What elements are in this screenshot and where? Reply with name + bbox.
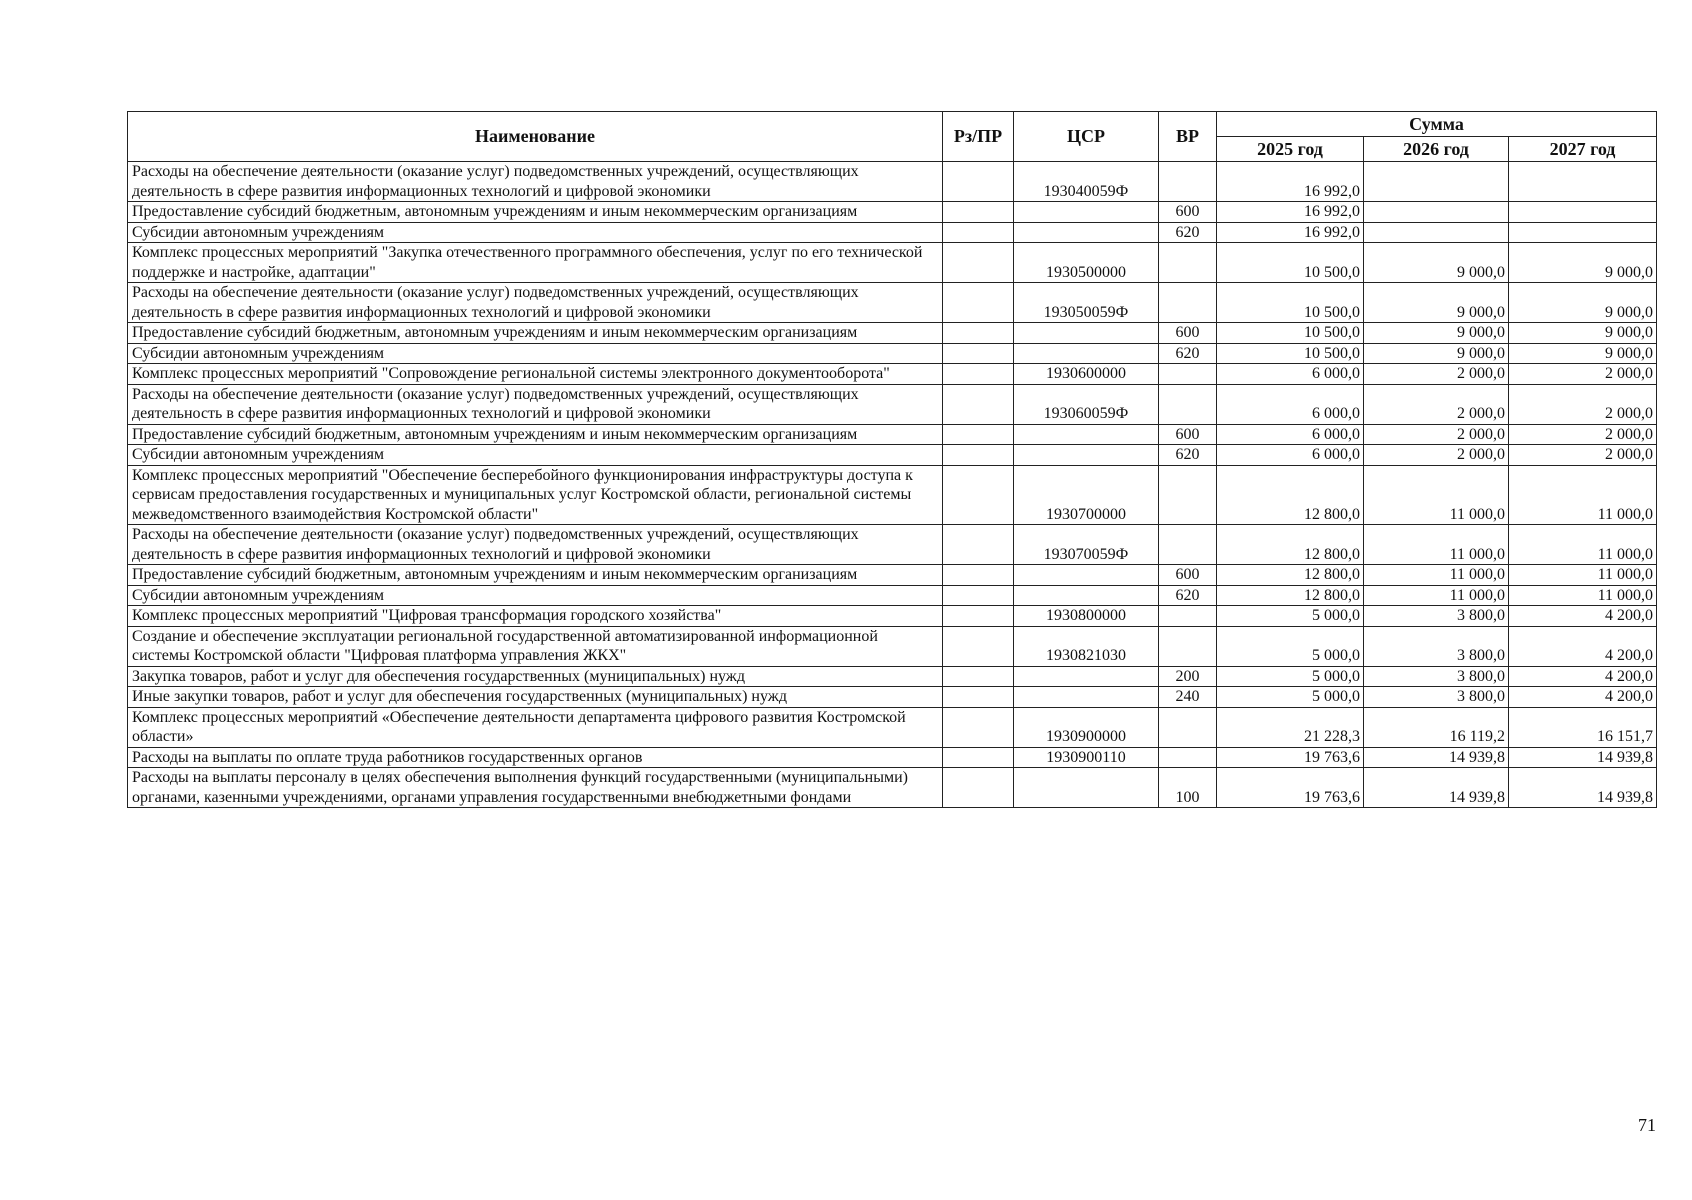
row-value-2026: 9 000,0 (1364, 323, 1509, 344)
row-value-2027: 11 000,0 (1509, 565, 1657, 586)
row-rzpr (943, 343, 1014, 364)
row-value-2026: 2 000,0 (1364, 384, 1509, 424)
row-vr (1159, 525, 1217, 565)
row-rzpr (943, 606, 1014, 627)
row-value-2025: 12 800,0 (1217, 525, 1364, 565)
header-year-2027: 2027 год (1509, 137, 1657, 162)
row-value-2026: 2 000,0 (1364, 424, 1509, 445)
row-value-2027: 16 151,7 (1509, 707, 1657, 747)
row-value-2027: 4 200,0 (1509, 626, 1657, 666)
row-vr (1159, 465, 1217, 525)
row-value-2026: 9 000,0 (1364, 243, 1509, 283)
row-value-2027: 14 939,8 (1509, 768, 1657, 808)
table-row (128, 445, 1657, 466)
row-value-2026: 9 000,0 (1364, 343, 1509, 364)
header-rzpr: Рз/ПР (943, 112, 1014, 162)
header-year-2025: 2025 год (1217, 137, 1364, 162)
row-vr (1159, 747, 1217, 768)
row-value-2026: 11 000,0 (1364, 585, 1509, 606)
row-value-2026: 11 000,0 (1364, 465, 1509, 525)
row-value-2025: 12 800,0 (1217, 465, 1364, 525)
row-name: Комплекс процессных мероприятий «Обеспечение деятельности департамента цифрового развития Костромской области» (128, 707, 943, 747)
table-row (128, 565, 1657, 586)
row-vr: 620 (1159, 343, 1217, 364)
row-value-2026: 16 119,2 (1364, 707, 1509, 747)
table-row (128, 626, 1657, 666)
row-value-2025: 6 000,0 (1217, 445, 1364, 466)
row-vr: 620 (1159, 222, 1217, 243)
row-csr: 193050059Ф (1014, 283, 1159, 323)
row-name: Расходы на обеспечение деятельности (оказание услуг) подведомственных учреждений, осуществляющих деятельность в сфере развития информационных технологий и цифровой экономики (128, 525, 943, 565)
row-rzpr (943, 283, 1014, 323)
row-value-2026: 3 800,0 (1364, 687, 1509, 708)
row-name: Предоставление субсидий бюджетным, автономным учреждениям и иным некоммерческим организациям (128, 202, 943, 223)
row-value-2025: 16 992,0 (1217, 162, 1364, 202)
row-csr: 1930900110 (1014, 747, 1159, 768)
row-rzpr (943, 707, 1014, 747)
row-csr: 1930800000 (1014, 606, 1159, 627)
table-row (128, 707, 1657, 747)
row-value-2027: 2 000,0 (1509, 445, 1657, 466)
row-value-2025: 16 992,0 (1217, 222, 1364, 243)
row-value-2025: 5 000,0 (1217, 687, 1364, 708)
row-value-2027: 11 000,0 (1509, 585, 1657, 606)
row-vr: 600 (1159, 323, 1217, 344)
row-csr (1014, 343, 1159, 364)
row-value-2025: 5 000,0 (1217, 666, 1364, 687)
row-vr (1159, 364, 1217, 385)
table-header (128, 112, 1657, 162)
row-name: Иные закупки товаров, работ и услуг для обеспечения государственных (муниципальных) нужд (128, 687, 943, 708)
row-name: Комплекс процессных мероприятий "Цифровая трансформация городского хозяйства" (128, 606, 943, 627)
row-vr: 200 (1159, 666, 1217, 687)
table-row (128, 585, 1657, 606)
row-rzpr (943, 525, 1014, 565)
row-rzpr (943, 323, 1014, 344)
row-vr: 600 (1159, 565, 1217, 586)
row-value-2026 (1364, 162, 1509, 202)
row-vr: 600 (1159, 424, 1217, 445)
row-value-2026 (1364, 202, 1509, 223)
table-row (128, 525, 1657, 565)
row-value-2027: 9 000,0 (1509, 243, 1657, 283)
row-csr: 1930700000 (1014, 465, 1159, 525)
row-value-2025: 5 000,0 (1217, 606, 1364, 627)
row-name: Расходы на обеспечение деятельности (оказание услуг) подведомственных учреждений, осуществляющих деятельность в сфере развития информационных технологий и цифровой экономики (128, 283, 943, 323)
row-csr: 193070059Ф (1014, 525, 1159, 565)
row-name: Предоставление субсидий бюджетным, автономным учреждениям и иным некоммерческим организациям (128, 565, 943, 586)
row-rzpr (943, 424, 1014, 445)
row-vr: 600 (1159, 202, 1217, 223)
row-rzpr (943, 768, 1014, 808)
row-csr (1014, 687, 1159, 708)
row-vr (1159, 162, 1217, 202)
row-value-2026: 2 000,0 (1364, 364, 1509, 385)
table-row (128, 343, 1657, 364)
row-value-2027: 2 000,0 (1509, 384, 1657, 424)
row-csr (1014, 424, 1159, 445)
row-value-2025: 10 500,0 (1217, 323, 1364, 344)
row-rzpr (943, 364, 1014, 385)
row-value-2025: 16 992,0 (1217, 202, 1364, 223)
row-value-2025: 10 500,0 (1217, 343, 1364, 364)
header-year-2026: 2026 год (1364, 137, 1509, 162)
row-csr (1014, 445, 1159, 466)
row-name: Расходы на обеспечение деятельности (оказание услуг) подведомственных учреждений, осуществляющих деятельность в сфере развития информационных технологий и цифровой экономики (128, 162, 943, 202)
row-value-2026: 11 000,0 (1364, 565, 1509, 586)
budget-table (127, 111, 1657, 808)
row-csr: 1930900000 (1014, 707, 1159, 747)
row-value-2026: 3 800,0 (1364, 666, 1509, 687)
table-row (128, 747, 1657, 768)
header-sum: Сумма (1217, 112, 1657, 137)
row-value-2025: 12 800,0 (1217, 585, 1364, 606)
row-value-2025: 5 000,0 (1217, 626, 1364, 666)
row-value-2026: 2 000,0 (1364, 445, 1509, 466)
row-csr: 1930500000 (1014, 243, 1159, 283)
row-csr: 1930821030 (1014, 626, 1159, 666)
table-row (128, 384, 1657, 424)
row-vr (1159, 707, 1217, 747)
table-row (128, 424, 1657, 445)
row-rzpr (943, 626, 1014, 666)
row-value-2026: 14 939,8 (1364, 768, 1509, 808)
row-vr: 620 (1159, 445, 1217, 466)
row-value-2026 (1364, 222, 1509, 243)
row-csr (1014, 666, 1159, 687)
row-value-2027 (1509, 222, 1657, 243)
row-name: Закупка товаров, работ и услуг для обеспечения государственных (муниципальных) нужд (128, 666, 943, 687)
row-rzpr (943, 585, 1014, 606)
header-name: Наименование (128, 112, 943, 162)
table-row (128, 768, 1657, 808)
row-value-2027: 14 939,8 (1509, 747, 1657, 768)
row-name: Комплекс процессных мероприятий "Сопровождение региональной системы электронного документооборота" (128, 364, 943, 385)
row-rzpr (943, 465, 1014, 525)
table-row (128, 606, 1657, 627)
row-value-2025: 12 800,0 (1217, 565, 1364, 586)
row-vr: 100 (1159, 768, 1217, 808)
row-name: Субсидии автономным учреждениям (128, 445, 943, 466)
row-vr (1159, 626, 1217, 666)
row-value-2027 (1509, 162, 1657, 202)
row-value-2027: 2 000,0 (1509, 424, 1657, 445)
row-csr (1014, 768, 1159, 808)
row-rzpr (943, 202, 1014, 223)
row-value-2027: 4 200,0 (1509, 606, 1657, 627)
row-rzpr (943, 243, 1014, 283)
row-value-2026: 11 000,0 (1364, 525, 1509, 565)
row-rzpr (943, 162, 1014, 202)
row-name: Создание и обеспечение эксплуатации региональной государственной автоматизированной информационной системы Костромской области "Цифровая платформа управления ЖКХ" (128, 626, 943, 666)
table-row (128, 687, 1657, 708)
row-vr (1159, 243, 1217, 283)
row-value-2025: 10 500,0 (1217, 243, 1364, 283)
table-row (128, 243, 1657, 283)
row-name: Субсидии автономным учреждениям (128, 343, 943, 364)
row-value-2025: 6 000,0 (1217, 424, 1364, 445)
row-name: Комплекс процессных мероприятий "Закупка отечественного программного обеспечения, услуг по его технической поддержке и настройке, адаптации" (128, 243, 943, 283)
row-value-2025: 21 228,3 (1217, 707, 1364, 747)
row-value-2026: 3 800,0 (1364, 626, 1509, 666)
table-row (128, 202, 1657, 223)
row-csr: 1930600000 (1014, 364, 1159, 385)
row-value-2026: 3 800,0 (1364, 606, 1509, 627)
table-row (128, 283, 1657, 323)
row-name: Предоставление субсидий бюджетным, автономным учреждениям и иным некоммерческим организациям (128, 424, 943, 445)
row-vr: 620 (1159, 585, 1217, 606)
row-rzpr (943, 747, 1014, 768)
row-vr (1159, 283, 1217, 323)
row-value-2026: 9 000,0 (1364, 283, 1509, 323)
row-value-2027 (1509, 202, 1657, 223)
row-csr (1014, 565, 1159, 586)
row-csr: 193040059Ф (1014, 162, 1159, 202)
row-rzpr (943, 445, 1014, 466)
row-vr: 240 (1159, 687, 1217, 708)
row-rzpr (943, 687, 1014, 708)
row-value-2025: 6 000,0 (1217, 384, 1364, 424)
row-vr (1159, 384, 1217, 424)
row-name: Расходы на выплаты персоналу в целях обеспечения выполнения функций государственными (муниципальными) органами, казенными учреждениями, органами управления государственными внебюджетными фондами (128, 768, 943, 808)
row-name: Расходы на выплаты по оплате труда работников государственных органов (128, 747, 943, 768)
row-rzpr (943, 384, 1014, 424)
row-value-2025: 19 763,6 (1217, 747, 1364, 768)
row-csr (1014, 222, 1159, 243)
row-value-2027: 4 200,0 (1509, 687, 1657, 708)
row-vr (1159, 606, 1217, 627)
row-value-2026: 14 939,8 (1364, 747, 1509, 768)
row-value-2027: 4 200,0 (1509, 666, 1657, 687)
header-csr: ЦСР (1014, 112, 1159, 162)
row-rzpr (943, 565, 1014, 586)
row-rzpr (943, 666, 1014, 687)
table-row (128, 465, 1657, 525)
row-csr (1014, 323, 1159, 344)
row-name: Субсидии автономным учреждениям (128, 222, 943, 243)
table-row (128, 364, 1657, 385)
table-row (128, 323, 1657, 344)
header-vr: ВР (1159, 112, 1217, 162)
table-row (128, 666, 1657, 687)
row-value-2025: 6 000,0 (1217, 364, 1364, 385)
row-csr (1014, 585, 1159, 606)
row-value-2027: 11 000,0 (1509, 525, 1657, 565)
table-row (128, 222, 1657, 243)
row-value-2027: 9 000,0 (1509, 323, 1657, 344)
row-name: Предоставление субсидий бюджетным, автономным учреждениям и иным некоммерческим организациям (128, 323, 943, 344)
row-value-2025: 10 500,0 (1217, 283, 1364, 323)
page-number: 71 (1638, 1115, 1656, 1135)
row-name: Субсидии автономным учреждениям (128, 585, 943, 606)
table-body (128, 162, 1657, 808)
row-value-2027: 2 000,0 (1509, 364, 1657, 385)
row-rzpr (943, 222, 1014, 243)
row-value-2027: 11 000,0 (1509, 465, 1657, 525)
row-csr: 193060059Ф (1014, 384, 1159, 424)
row-csr (1014, 202, 1159, 223)
row-name: Расходы на обеспечение деятельности (оказание услуг) подведомственных учреждений, осуществляющих деятельность в сфере развития информационных технологий и цифровой экономики (128, 384, 943, 424)
row-value-2027: 9 000,0 (1509, 283, 1657, 323)
row-value-2027: 9 000,0 (1509, 343, 1657, 364)
table-row (128, 162, 1657, 202)
row-name: Комплекс процессных мероприятий "Обеспечение бесперебойного функционирования инфраструктуры доступа к сервисам предоставления государственных и муниципальных услуг Костромской области, региональной системы межведомственного взаимодействия Костромской области" (128, 465, 943, 525)
row-value-2025: 19 763,6 (1217, 768, 1364, 808)
